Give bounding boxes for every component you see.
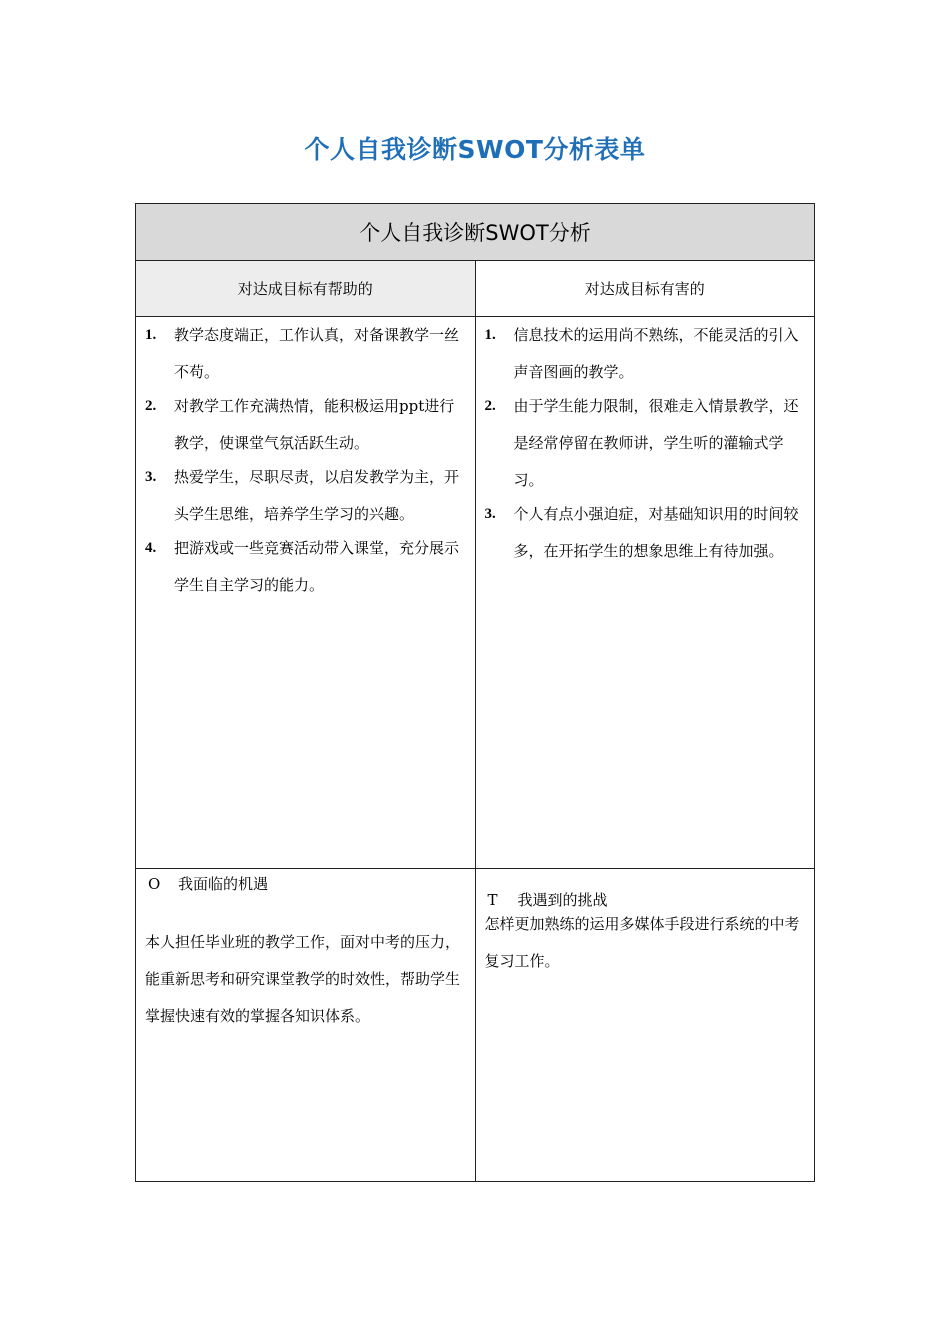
threats-cell — [475, 869, 815, 1182]
list-item — [136, 388, 475, 462]
section-letter: T — [487, 891, 498, 909]
opportunities-heading — [136, 869, 475, 896]
opportunities-cell — [136, 869, 476, 1182]
weaknesses-cell — [475, 317, 815, 869]
item-number: 1. — [145, 327, 157, 343]
table-header: 个人自我诊断SWOT分析 — [136, 204, 815, 261]
list-item — [476, 388, 815, 499]
threats-text: 怎样更加熟练的运用多媒体手段进行系统的中考复习工作。 — [484, 915, 800, 970]
section-title: 我遇到的挑战 — [517, 891, 608, 909]
item-text: 信息技术的运用尚不熟练，不能灵活的引入声音图画的教学。 — [513, 326, 799, 381]
strengths-list — [136, 317, 475, 604]
swot-table — [135, 203, 815, 1182]
item-number: 3. — [145, 469, 157, 485]
page-title: 个人自我诊断SWOT分析表单 — [304, 135, 646, 164]
section-letter: O — [148, 875, 161, 893]
list-item — [476, 317, 815, 391]
strengths-cell — [136, 317, 476, 869]
item-text: 对教学工作充满热情，能积极运用ppt进行教学，使课堂气氛活跃生动。 — [174, 397, 455, 452]
weaknesses-list — [476, 317, 815, 570]
opportunities-text: 本人担任毕业班的教学工作，面对中考的压力，能重新思考和研究课堂教学的时效性，帮助学生掌握快速有效的掌握各知识体系。 — [145, 933, 461, 1025]
section-title: 我面临的机遇 — [178, 875, 269, 893]
item-text: 个人有点小强迫症，对基础知识用的时间较多，在开拓学生的想象思维上有待加强。 — [513, 505, 799, 560]
item-text: 把游戏或一些竞赛活动带入课堂，充分展示学生自主学习的能力。 — [174, 539, 460, 594]
item-number: 2. — [484, 398, 496, 414]
item-number: 4. — [145, 540, 157, 556]
item-text: 教学态度端正，工作认真，对备课教学一丝不苟。 — [174, 326, 460, 381]
list-item — [136, 530, 475, 604]
item-number: 1. — [484, 327, 496, 343]
item-text: 热爱学生，尽职尽责，以启发教学为主，开头学生思维，培养学生学习的兴趣。 — [174, 468, 460, 523]
item-number: 3. — [484, 506, 496, 522]
item-text: 由于学生能力限制，很难走入情景教学，还是经常停留在教师讲，学生听的灌输式学习。 — [513, 397, 799, 489]
list-item — [136, 459, 475, 533]
helpful-label: 对达成目标有帮助的 — [136, 261, 476, 317]
harmful-label: 对达成目标有害的 — [475, 261, 815, 317]
list-item — [136, 317, 475, 391]
item-number: 2. — [145, 398, 157, 414]
list-item — [476, 496, 815, 570]
